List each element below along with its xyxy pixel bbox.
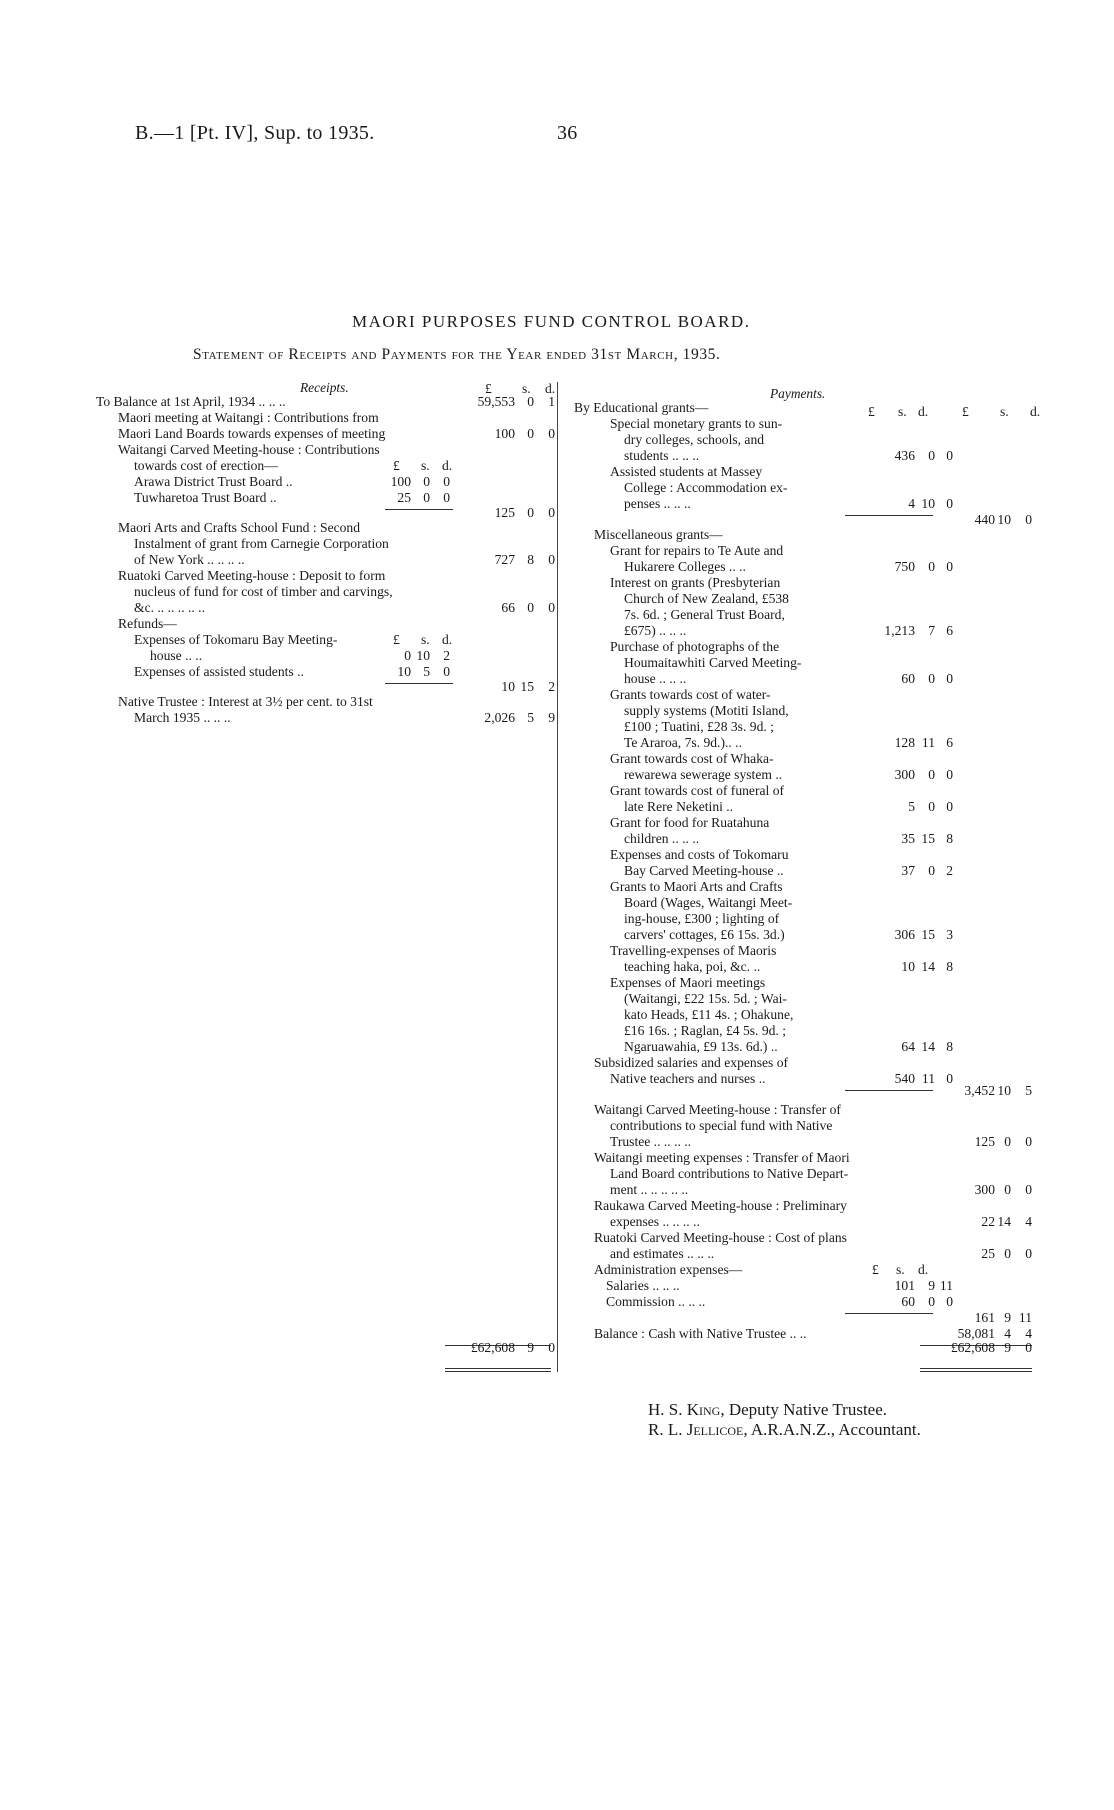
amount-shillings: 0 — [1004, 1246, 1011, 1261]
amount-pounds: 25 — [397, 490, 411, 505]
payment-line: Expenses and costs of Tokomaru — [610, 847, 789, 862]
amount-pence: 1 — [548, 394, 555, 409]
amount-shillings: 9 — [1004, 1310, 1011, 1325]
payments-col2-shillings: s. — [1000, 404, 1009, 419]
total-double-rule — [445, 1371, 551, 1372]
amount-pence: 0 — [1025, 1134, 1032, 1149]
amount-pounds: 2,026 — [484, 710, 515, 725]
amount-pence: 0 — [946, 1294, 953, 1309]
payment-line: Administration expenses— — [594, 1262, 743, 1277]
amount-pounds: £62,608 — [950, 1340, 995, 1355]
payment-line: Grants to Maori Arts and Crafts — [610, 879, 783, 894]
receipt-line: &c. .. .. .. .. .. — [134, 600, 205, 615]
payment-line: Waitangi meeting expenses : Transfer of Maori — [594, 1150, 850, 1165]
amount-pence: 0 — [443, 490, 450, 505]
payment-line: rewarewa sewerage system .. — [624, 767, 783, 782]
payment-line: Expenses of Maori meetings — [610, 975, 766, 990]
amount-pence: 8 — [946, 1039, 953, 1054]
amount-pence: 2 — [548, 679, 555, 694]
amount-pence: 0 — [548, 552, 555, 567]
receipt-line: Ruatoki Carved Meeting-house : Deposit to form — [118, 568, 386, 583]
amount-pounds: 100 — [494, 426, 515, 441]
amount-shillings: 0 — [928, 559, 935, 574]
payment-line: Bay Carved Meeting-house .. — [624, 863, 784, 878]
receipt-line: house .. .. — [150, 648, 203, 663]
payments-col2-pounds: £ — [962, 404, 969, 419]
payment-line: Miscellaneous grants— — [594, 527, 723, 542]
amount-pence: 0 — [548, 505, 555, 520]
payments-col2-pence: d. — [1030, 404, 1041, 419]
amount-shillings: 8 — [527, 552, 534, 567]
payment-line: penses .. .. .. — [624, 496, 691, 511]
payment-line: Special monetary grants to sun- — [610, 416, 783, 431]
payment-line: Hukarere Colleges .. .. — [624, 559, 746, 574]
payment-line: Raukawa Carved Meeting-house : Preliminary — [594, 1198, 847, 1213]
payment-line: Interest on grants (Presbyterian — [610, 575, 781, 590]
amount-pence: 11 — [939, 1278, 953, 1293]
amount-pounds: 10 — [501, 679, 515, 694]
amount-pounds: 58,081 — [957, 1326, 995, 1341]
receipts-subcol-shillings: s. — [421, 632, 430, 647]
amount-pence: 0 — [1025, 1182, 1032, 1197]
payment-line: Trustee .. .. .. .. — [610, 1134, 692, 1149]
amount-shillings: 0 — [928, 1294, 935, 1309]
amount-pence: 6 — [946, 623, 953, 638]
amount-pence: 8 — [946, 959, 953, 974]
amount-pence: 2 — [443, 648, 450, 663]
amount-pounds: 750 — [894, 559, 915, 574]
subtotal-rule — [385, 683, 453, 684]
amount-pence: 0 — [1025, 1340, 1032, 1355]
amount-shillings: 0 — [928, 863, 935, 878]
amount-pounds: 22 — [981, 1214, 995, 1229]
amount-pounds: 125 — [974, 1134, 995, 1149]
receipt-line: March 1935 .. .. .. — [134, 710, 231, 725]
amount-pounds: 25 — [981, 1246, 995, 1261]
amount-shillings: 9 — [527, 1340, 534, 1355]
receipt-line: Instalment of grant from Carnegie Corporation — [134, 536, 389, 551]
amount-pounds: 64 — [901, 1039, 915, 1054]
receipts-subcol-shillings: s. — [421, 458, 430, 473]
receipt-line: Maori meeting at Waitangi : Contributions from — [118, 410, 379, 425]
amount-shillings: 0 — [527, 426, 534, 441]
amount-pounds: 436 — [894, 448, 915, 463]
payment-line: contributions to special fund with Native — [610, 1118, 833, 1133]
amount-shillings: 9 — [928, 1278, 935, 1293]
subtotal-rule — [845, 515, 933, 516]
amount-pence: 0 — [946, 767, 953, 782]
payment-line: Travelling-expenses of Maoris — [610, 943, 777, 958]
amount-shillings: 15 — [921, 927, 935, 942]
amount-pence: 0 — [548, 600, 555, 615]
amount-pence: 6 — [946, 735, 953, 750]
payment-line: kato Heads, £11 4s. ; Ohakune, — [624, 1007, 794, 1022]
signature-2-name: R. L. Jellicoe, — [648, 1420, 748, 1439]
amount-shillings: 0 — [423, 490, 430, 505]
amount-pounds: 0 — [404, 648, 411, 663]
amount-pounds: 5 — [908, 799, 915, 814]
payment-line: Grant for repairs to Te Aute and — [610, 543, 784, 558]
amount-shillings: 4 — [1004, 1326, 1011, 1341]
receipts-subcol-pounds: £ — [393, 458, 400, 473]
amount-pence: 9 — [548, 710, 555, 725]
amount-pounds: 35 — [901, 831, 915, 846]
amount-pence: 5 — [1025, 1083, 1032, 1098]
amount-shillings: 9 — [1004, 1340, 1011, 1355]
payments-subcol-shillings: s. — [896, 1262, 905, 1277]
payment-line: Church of New Zealand, £538 — [624, 591, 789, 606]
payment-line: Purchase of photographs of the — [610, 639, 780, 654]
payment-line: 7s. 6d. ; General Trust Board, — [624, 607, 785, 622]
payment-line: Te Araroa, 7s. 9d.).. .. — [624, 735, 742, 750]
signature-1-title: Deputy Native Trustee. — [728, 1400, 888, 1419]
amount-pounds: 727 — [494, 552, 515, 567]
amount-shillings: 14 — [921, 1039, 935, 1054]
payments-col-pounds: £ — [868, 404, 875, 419]
amount-pounds: 1,213 — [884, 623, 915, 638]
amount-pounds: 540 — [894, 1071, 915, 1086]
receipts-col-shillings: s. — [522, 381, 531, 396]
payment-line: carvers' cottages, £6 15s. 3d.) — [624, 927, 785, 942]
payment-line: Assisted students at Massey — [610, 464, 763, 479]
receipt-line: Expenses of Tokomaru Bay Meeting- — [134, 632, 338, 647]
payment-line: dry colleges, schools, and — [624, 432, 765, 447]
amount-pounds: 10 — [901, 959, 915, 974]
amount-pence: 0 — [443, 474, 450, 489]
payment-line: students .. .. .. — [624, 448, 700, 463]
payment-line: By Educational grants— — [574, 400, 709, 415]
amount-pence: 0 — [1025, 512, 1032, 527]
receipts-subcol-pounds: £ — [393, 632, 400, 647]
payment-line: Grants towards cost of water- — [610, 687, 771, 702]
amount-pence: 0 — [1025, 1246, 1032, 1261]
receipt-line: nucleus of fund for cost of timber and carvings, — [134, 584, 393, 599]
payment-line: ing-house, £300 ; lighting of — [624, 911, 780, 926]
page-number: 36 — [557, 122, 578, 144]
amount-pounds: 125 — [494, 505, 515, 520]
payment-line: (Waitangi, £22 15s. 5d. ; Wai- — [624, 991, 787, 1006]
amount-pence: 0 — [548, 1340, 555, 1355]
signature-1 — [648, 1400, 887, 1420]
payment-line: Ruatoki Carved Meeting-house : Cost of plans — [594, 1230, 847, 1245]
amount-shillings: 0 — [527, 505, 534, 520]
amount-pounds: 4 — [908, 496, 915, 511]
payment-line: house .. .. .. — [624, 671, 687, 686]
payment-line: Waitangi Carved Meeting-house : Transfer of — [594, 1102, 841, 1117]
amount-pounds: 3,452 — [964, 1083, 995, 1098]
amount-shillings: 0 — [928, 799, 935, 814]
receipt-line: towards cost of erection— — [134, 458, 278, 473]
amount-pence: 0 — [946, 1071, 953, 1086]
amount-pounds: 300 — [894, 767, 915, 782]
payment-line: ment .. .. .. .. .. — [610, 1182, 689, 1197]
amount-shillings: 10 — [921, 496, 935, 511]
payment-line: Grant towards cost of funeral of — [610, 783, 785, 798]
statement-subtitle: Statement of Receipts and Payments for the Year ended 31st March, 1935. — [193, 346, 721, 363]
receipts-heading: Receipts. — [300, 380, 349, 395]
payment-line: Salaries .. .. .. — [606, 1278, 680, 1293]
payment-line: supply systems (Motiti Island, — [624, 703, 789, 718]
amount-pence: 0 — [946, 448, 953, 463]
amount-shillings: 5 — [527, 710, 534, 725]
receipts-subcol-pence: d. — [442, 632, 453, 647]
receipts-subcol-pence: d. — [442, 458, 453, 473]
amount-shillings: 0 — [928, 448, 935, 463]
payment-line: College : Accommodation ex- — [624, 480, 788, 495]
total-double-rule — [445, 1368, 551, 1369]
amount-shillings: 0 — [1004, 1182, 1011, 1197]
amount-shillings: 14 — [997, 1214, 1011, 1229]
amount-shillings: 0 — [423, 474, 430, 489]
amount-shillings: 0 — [1004, 1134, 1011, 1149]
amount-pounds: 60 — [901, 1294, 915, 1309]
payment-line: Land Board contributions to Native Depart- — [610, 1166, 849, 1181]
amount-pounds: 161 — [974, 1310, 995, 1325]
amount-pence: 0 — [946, 799, 953, 814]
payment-line: £16 16s. ; Raglan, £4 5s. 9d. ; — [624, 1023, 786, 1038]
payments-subcol-pence: d. — [918, 1262, 929, 1277]
amount-pounds: 100 — [390, 474, 411, 489]
payments-heading: Payments. — [770, 386, 826, 401]
signature-1-name: H. S. King, — [648, 1400, 725, 1419]
signature-2-title: A.R.A.N.Z., Accountant. — [750, 1420, 921, 1439]
amount-pounds: £62,608 — [470, 1340, 515, 1355]
signature-2 — [648, 1420, 921, 1440]
amount-pence: 4 — [1025, 1214, 1032, 1229]
payment-line: £100 ; Tuatini, £28 3s. 9d. ; — [624, 719, 774, 734]
payment-line: children .. .. .. — [624, 831, 700, 846]
amount-shillings: 0 — [928, 671, 935, 686]
column-divider — [557, 382, 558, 1372]
amount-shillings: 7 — [928, 623, 935, 638]
amount-pence: 0 — [946, 496, 953, 511]
receipts-col-pence: d. — [545, 381, 556, 396]
amount-shillings: 0 — [928, 767, 935, 782]
payment-line: Houmaitawhiti Carved Meeting- — [624, 655, 802, 670]
amount-shillings: 11 — [921, 1071, 935, 1086]
payment-line: Commission .. .. .. — [606, 1294, 706, 1309]
payment-line: Grant towards cost of Whaka- — [610, 751, 774, 766]
total-double-rule — [920, 1371, 1032, 1372]
receipt-line: Waitangi Carved Meeting-house : Contributions — [118, 442, 380, 457]
amount-shillings: 15 — [520, 679, 534, 694]
amount-shillings: 10 — [997, 512, 1011, 527]
amount-pence: 0 — [548, 426, 555, 441]
amount-pence: 2 — [946, 863, 953, 878]
amount-pounds: 66 — [501, 600, 515, 615]
payment-line: and estimates .. .. .. — [610, 1246, 715, 1261]
payment-line: Native teachers and nurses .. — [610, 1071, 766, 1086]
amount-shillings: 11 — [921, 735, 935, 750]
document-title: MAORI PURPOSES FUND CONTROL BOARD. — [352, 312, 751, 331]
payment-line: Grant for food for Ruatahuna — [610, 815, 770, 830]
amount-pence: 4 — [1025, 1326, 1032, 1341]
amount-pence: 0 — [946, 559, 953, 574]
amount-pounds: 59,553 — [477, 394, 515, 409]
receipt-line: Native Trustee : Interest at 3½ per cent. to 31st — [118, 694, 373, 709]
page-reference: B.—1 [Pt. IV], Sup. to 1935. — [135, 122, 375, 144]
receipt-line: Maori Land Boards towards expenses of meeting — [118, 426, 386, 441]
amount-pounds: 101 — [894, 1278, 915, 1293]
amount-shillings: 10 — [997, 1083, 1011, 1098]
amount-pounds: 10 — [397, 664, 411, 679]
payments-col-pence: d. — [918, 404, 929, 419]
payment-line: Subsidized salaries and expenses of — [594, 1055, 789, 1070]
amount-pence: 11 — [1018, 1310, 1032, 1325]
total-double-rule — [920, 1368, 1032, 1369]
receipt-line: Tuwharetoa Trust Board .. — [134, 490, 277, 505]
payment-line: late Rere Neketini .. — [624, 799, 734, 814]
amount-pounds: 300 — [974, 1182, 995, 1197]
receipts-col-pounds: £ — [485, 381, 492, 396]
receipt-line: of New York .. .. .. .. — [134, 552, 245, 567]
receipt-line: Expenses of assisted students .. — [134, 664, 304, 679]
amount-pounds: 37 — [901, 863, 915, 878]
receipt-line: Maori Arts and Crafts School Fund : Second — [118, 520, 361, 535]
payment-line: £675) .. .. .. — [624, 623, 687, 638]
amount-pounds: 128 — [894, 735, 915, 750]
payment-line: teaching haka, poi, &c. .. — [624, 959, 761, 974]
receipt-line: To Balance at 1st April, 1934 .. .. .. — [96, 394, 286, 409]
payments-col-shillings: s. — [898, 404, 907, 419]
amount-shillings: 10 — [416, 648, 430, 663]
subtotal-rule — [385, 509, 453, 510]
payments-subcol-pounds: £ — [872, 1262, 879, 1277]
amount-shillings: 15 — [921, 831, 935, 846]
amount-pounds: 440 — [974, 512, 995, 527]
amount-pence: 8 — [946, 831, 953, 846]
amount-pence: 0 — [946, 671, 953, 686]
payment-line: expenses .. .. .. .. — [610, 1214, 700, 1229]
amount-shillings: 0 — [527, 600, 534, 615]
receipt-line: Arawa District Trust Board .. — [134, 474, 293, 489]
amount-shillings: 5 — [423, 664, 430, 679]
amount-shillings: 0 — [527, 394, 534, 409]
amount-pence: 3 — [946, 927, 953, 942]
amount-pence: 0 — [443, 664, 450, 679]
subtotal-rule — [845, 1090, 933, 1091]
amount-pounds: 60 — [901, 671, 915, 686]
payment-line: Balance : Cash with Native Trustee .. .. — [594, 1326, 807, 1341]
subtotal-rule — [845, 1313, 933, 1314]
amount-shillings: 14 — [921, 959, 935, 974]
payment-line: Board (Wages, Waitangi Meet- — [624, 895, 793, 910]
receipt-line: Refunds— — [118, 616, 177, 631]
amount-pounds: 306 — [894, 927, 915, 942]
payment-line: Ngaruawahia, £9 13s. 6d.) .. — [624, 1039, 778, 1054]
